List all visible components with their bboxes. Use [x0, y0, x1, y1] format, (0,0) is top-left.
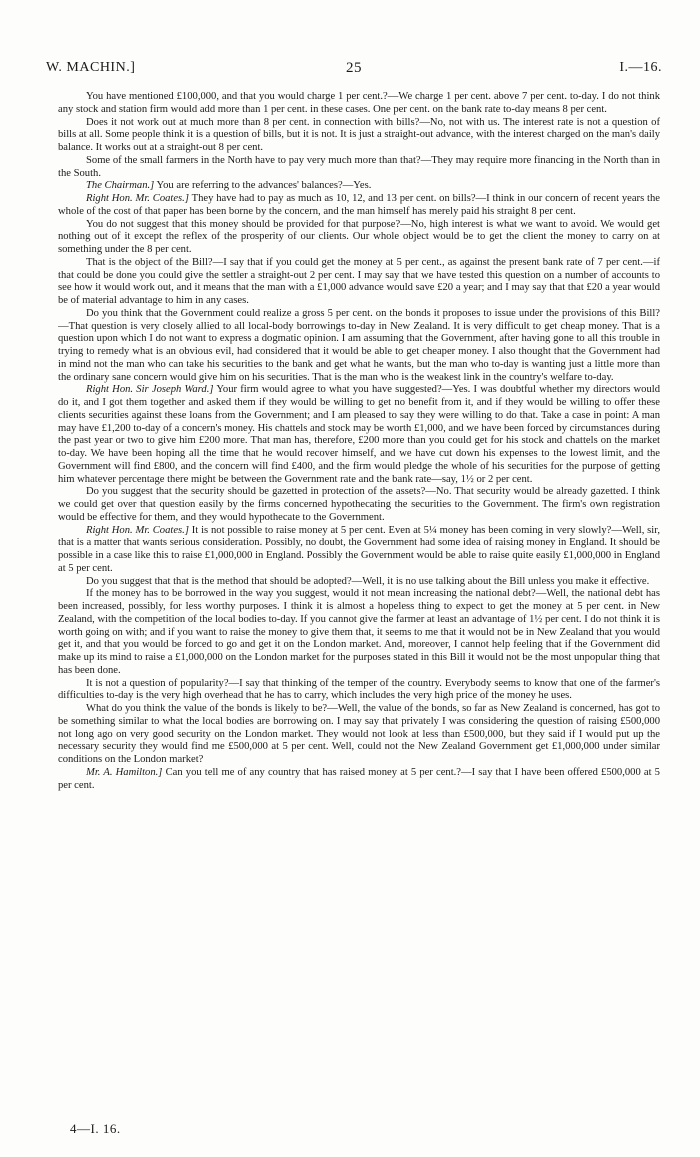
page-footer: 4—I. 16.	[70, 1121, 121, 1136]
paragraph-text: That is the object of the Bill?—I say that if you could get the money at 5 per cent., as against the present bank rate of 7 per cent.—if that could be done you could give the settler a straight-out 2 per cent. I may say that we have tested this question on a number of accounts to see how it would work out, and it means that the man with a £1,000 advance would save £20 a year; and I may say that that £20 a year would be of material advantage to him in any cases.	[58, 256, 660, 306]
header-witness: W. MACHIN.]	[46, 60, 136, 75]
testimony-paragraph	[58, 384, 660, 486]
paragraph-text: It is not possible to raise money at 5 per cent. Even at 5¼ money has been coming in very slowly?—Well, sir, that is a matter that wants serious consideration. Possibly, no doubt, the Government had some idea of raising money in England. It should be possible in a case like this to raise £1,000,000 in England. Possibly the Government would be able to raise quite easily £1,000,000 in England at 5 per cent.	[58, 524, 660, 574]
paragraph-text: If the money has to be borrowed in the way you suggest, would it not mean increasing the national debt?—Well, the national debt has been increased, possibly, for less worthy purposes. I think it is almost a hopeless thing to expect to get the money at 5 per cent. in New Zealand, with the competition of the local bodies to-day. If you cannot give the farmer at least an advantage of 1½ per cent. I do not think it is worth going on with; and if you want to raise the money to give them that, it seems to me that it would not be in New Zealand that you would get it, and that you would be forced to go and get it on the London market. And, moreover, I cannot help feeling that if the Government did make up its mind to raise a £1,000,000 on the London market for the purposes stated in this Bill it would not be the most unpopular thing that has been done.	[58, 588, 660, 676]
paragraph-text: You do not suggest that this money should be provided for that purpose?—No, high interest is what we want to avoid. We would get nothing out of it except the reflex of the prosperity of our clients. Our whole object would be to get the client the money to carry on at something under the 8 per cent.	[58, 218, 660, 255]
testimony-paragraph	[58, 193, 660, 219]
testimony-paragraph	[58, 219, 660, 257]
paragraph-text: Can you tell me of any country that has raised money at 5 per cent.?—I say that I have been offered £500,000 at 5 per cent.	[58, 766, 660, 791]
testimony-paragraph	[58, 257, 660, 308]
testimony-paragraph	[58, 486, 660, 524]
paragraph-text: Do you suggest that that is the method that should be adopted?—Well, it is no use talking about the Bill unless you make it effective.	[86, 575, 650, 587]
speaker-name: Right Hon. Mr. Coates.]	[86, 524, 189, 536]
testimony-paragraph	[58, 308, 660, 385]
paragraph-text: Some of the small farmers in the North have to pay very much more than that?—They may require more financing in the North than in the South.	[58, 154, 660, 179]
speaker-name: Right Hon. Sir Joseph Ward.]	[86, 384, 214, 396]
testimony-paragraph	[58, 678, 660, 704]
speaker-name: The Chairman.]	[86, 180, 155, 192]
paragraph-text: Your firm would agree to what you have suggested?—Yes. I was doubtful whether my directors would do it, and I got them together and asked them if they would be willing to get no benefit from it, and if they would be willing to offer these clients securities against these loans from the Government; and I am pleased to say they were willing to do that. Take a case in point: A man may have £1,200 to-day of a concern's money. His chattels and stock may be worth £1,000, and we have been forced by circumstances during the past year or two to give him £200 more. That man has, therefore, £200 more than you could get for his stock and chattels on the market to-day. We have been hoping all the time that he would recover himself, and we have cut down his expenses to the lowest limit, and the Government will find £800, and the concern will find £400, and the firm would pledge the whole of his securities for the purpose of getting him whatever percentage there might be between the Government rate and the bank rate—say, 1½ or 2 per cent.	[58, 384, 660, 485]
speaker-name: Mr. A. Hamilton.]	[86, 766, 163, 778]
page-header	[46, 60, 662, 80]
paper-reference: I.—16.	[619, 60, 662, 75]
testimony-paragraph	[58, 588, 660, 677]
testimony-paragraph	[58, 117, 660, 155]
paragraph-text: You have mentioned £100,000, and that you would charge 1 per cent.?—We charge 1 per cent. above 7 per cent. to-day. I do not think any stock and station firm would add more than 1 per cent. in these cases. One per cent. on the bank rate to-day means 8 per cent.	[58, 91, 660, 115]
paragraph-text: It is not a question of popularity?—I say that thinking of the temper of the country. Everybody seems to know that one of the farmer's difficulties to-day is the very high overhead that he has to carry, which includes the very high price of the money he uses.	[58, 677, 660, 702]
paragraph-text: You are referring to the advances' balances?—Yes.	[156, 180, 372, 192]
testimony-paragraph	[58, 703, 660, 767]
speaker-name: Right Hon. Mr. Coates.]	[86, 193, 189, 204]
testimony-paragraph	[58, 767, 660, 793]
document-body	[58, 91, 660, 792]
testimony-paragraph	[58, 576, 660, 589]
page-number: 25	[346, 60, 362, 76]
testimony-paragraph	[58, 180, 660, 193]
testimony-paragraph	[58, 525, 660, 576]
paragraph-text: What do you think the value of the bonds is likely to be?—Well, the value of the bonds, so far as New Zealand is concerned, has got to be something similar to what the local bodies are borrowing on. I may say that privately I was considering the question of raising £500,000 not long ago on very good security on the London market. They would not look at less than £500,000, but they said if I would put up the necessary security they would find me £500,000 at 5 per cent. Well, could not the New Zealand Government get £1,000,000 under similar conditions on the London market?	[58, 703, 660, 765]
paragraph-text: They have had to pay as much as 10, 12, and 13 per cent. on bills?—I think in our concern of recent years the whole of the cost of that paper has been borne by the concern, and the man himself has merely paid his straight 8 per cent.	[58, 193, 660, 217]
testimony-paragraph	[58, 155, 660, 181]
paragraph-text: Do you think that the Government could realize a gross 5 per cent. on the bonds it proposes to issue under the provisions of this Bill?—That question is very closely allied to all local-body borrowings to-day in New Zealand. It is very difficult to get cheap money. That is a question upon which I do not want to express a dogmatic opinion. I am assuming that the Government, after having gone to all this trouble in trying to remedy what is an obvious evil, had considered that it would be able to get cheaper money. I also thought that the Government had in mind not the man who can take his securities to the bank and get what he wants, but the man who to-day is wanting just a little more than the ordinary sane concern would give him on his securities. That is the man who is the weakest link in the country's welfare to-day.	[58, 307, 660, 383]
paragraph-text: Do you suggest that the security should be gazetted in protection of the assets?—No. That security would be already gazetted. I think we could get over that question easily by the firms concerned hypothecating the securities to the Government. The firm's own registration would be effective for them, and they would hypothecate to the Government.	[58, 486, 660, 523]
paragraph-text: Does it not work out at much more than 8 per cent. in connection with bills?—No, not with us. The interest rate is not a question of bills at all. Some people think it is a question of bills, but it is not. It is just a straight-out advance, with the interest charged on the man's daily balance. It works out at a straight-out 8 per cent.	[58, 116, 660, 153]
testimony-paragraph	[58, 91, 660, 117]
